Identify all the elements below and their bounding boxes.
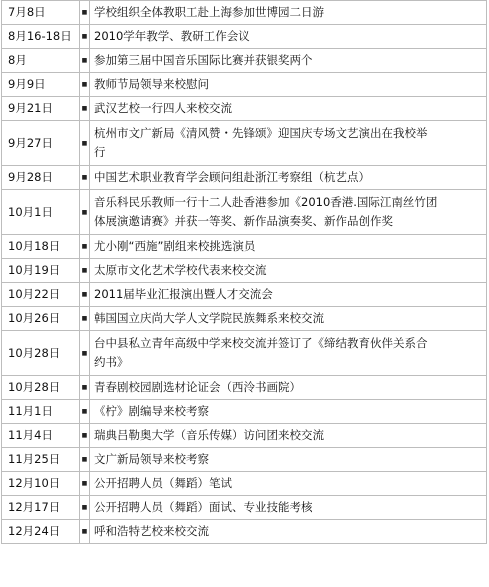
event-description (90, 448, 487, 472)
table-row (2, 424, 487, 448)
table-row (2, 1, 487, 25)
event-description (90, 331, 487, 376)
event-description (90, 400, 487, 424)
table-row (2, 235, 487, 259)
bullet-icon: ■ (80, 97, 90, 121)
table-row (2, 73, 487, 97)
event-description-line: 台中县私立青年高级中学来校交流并签订了《缔结教育伙伴关系合 (94, 336, 428, 350)
event-date: 11月25日 (2, 448, 80, 472)
event-description (90, 235, 487, 259)
event-description-line: 韩国国立庆尚大学人文学院民族舞系来校交流 (94, 311, 324, 325)
bullet-icon: ■ (80, 166, 90, 190)
events-table (1, 0, 487, 544)
event-date: 11月1日 (2, 400, 80, 424)
table-row (2, 283, 487, 307)
event-description (90, 166, 487, 190)
event-date: 10月26日 (2, 307, 80, 331)
events-table-body (2, 1, 487, 544)
bullet-icon: ■ (80, 1, 90, 25)
event-description-line: 杭州市文广新局《清风赞・先锋颂》迎国庆专场文艺演出在我校举 (94, 126, 428, 140)
event-description-line: 参加第三届中国音乐国际比赛并获银奖两个 (94, 53, 313, 67)
event-description-line: 呼和浩特艺校来校交流 (94, 524, 209, 538)
table-row (2, 448, 487, 472)
bullet-icon: ■ (80, 331, 90, 376)
event-description (90, 472, 487, 496)
bullet-icon: ■ (80, 283, 90, 307)
event-description-line: 音乐科民乐教师一行十二人赴香港参加《2010香港.国际江南丝竹团 (94, 195, 438, 209)
bullet-icon: ■ (80, 121, 90, 166)
bullet-icon: ■ (80, 448, 90, 472)
event-description (90, 283, 487, 307)
event-description (90, 73, 487, 97)
bullet-icon: ■ (80, 49, 90, 73)
event-date: 10月18日 (2, 235, 80, 259)
event-date: 8月 (2, 49, 80, 73)
event-date: 7月8日 (2, 1, 80, 25)
table-row (2, 97, 487, 121)
event-description-line: 2011届毕业汇报演出暨人才交流会 (94, 287, 273, 301)
event-description-line: 体展演邀请赛》并获一等奖、新作品演奏奖、新作品创作奖 (94, 214, 393, 228)
event-description (90, 496, 487, 520)
event-description (90, 97, 487, 121)
table-row (2, 259, 487, 283)
event-date: 11月4日 (2, 424, 80, 448)
event-date: 10月28日 (2, 376, 80, 400)
event-description-line: 文广新局领导来校考察 (94, 452, 209, 466)
event-description-line: 公开招聘人员（舞蹈）面试、专业技能考核 (94, 500, 313, 514)
table-row (2, 49, 487, 73)
event-description (90, 520, 487, 544)
bullet-icon: ■ (80, 376, 90, 400)
table-row (2, 121, 487, 166)
event-description (90, 121, 487, 166)
event-description-line: 2010学年教学、教研工作会议 (94, 29, 250, 43)
event-description (90, 190, 487, 235)
event-date: 10月22日 (2, 283, 80, 307)
table-row (2, 166, 487, 190)
bullet-icon: ■ (80, 400, 90, 424)
bullet-icon: ■ (80, 307, 90, 331)
event-date: 9月9日 (2, 73, 80, 97)
event-description-line: 公开招聘人员（舞蹈）笔试 (94, 476, 232, 490)
event-date: 8月16-18日 (2, 25, 80, 49)
bullet-icon: ■ (80, 235, 90, 259)
event-description-line: 学校组织全体教职工赴上海参加世博园二日游 (94, 5, 324, 19)
event-date: 12月10日 (2, 472, 80, 496)
event-description (90, 1, 487, 25)
event-description (90, 49, 487, 73)
event-description (90, 376, 487, 400)
table-row (2, 25, 487, 49)
event-description (90, 259, 487, 283)
bullet-icon: ■ (80, 424, 90, 448)
table-row (2, 400, 487, 424)
event-description-line: 《柠》剧编导来校考察 (94, 404, 209, 418)
event-date: 9月28日 (2, 166, 80, 190)
table-row (2, 307, 487, 331)
bullet-icon: ■ (80, 472, 90, 496)
event-date: 9月21日 (2, 97, 80, 121)
event-description-line: 太原市文化艺术学校代表来校交流 (94, 263, 267, 277)
bullet-icon: ■ (80, 520, 90, 544)
event-description-line: 瑞典吕勒奥大学（音乐传媒）访问团来校交流 (94, 428, 324, 442)
event-date: 12月24日 (2, 520, 80, 544)
table-row (2, 331, 487, 376)
event-description-line: 青春剧校园剧选材论证会（西泠书画院） (94, 380, 301, 394)
event-date: 10月19日 (2, 259, 80, 283)
table-row (2, 520, 487, 544)
event-date: 12月17日 (2, 496, 80, 520)
event-description-line: 行 (94, 145, 106, 159)
table-row (2, 376, 487, 400)
event-description (90, 25, 487, 49)
bullet-icon: ■ (80, 190, 90, 235)
table-row (2, 190, 487, 235)
bullet-icon: ■ (80, 259, 90, 283)
event-description (90, 307, 487, 331)
event-date: 10月1日 (2, 190, 80, 235)
bullet-icon: ■ (80, 73, 90, 97)
event-date: 9月27日 (2, 121, 80, 166)
bullet-icon: ■ (80, 25, 90, 49)
event-description-line: 约书》 (94, 355, 129, 369)
event-description (90, 424, 487, 448)
table-row (2, 472, 487, 496)
bullet-icon: ■ (80, 496, 90, 520)
event-description-line: 教师节局领导来校慰问 (94, 77, 209, 91)
event-description-line: 武汉艺校一行四人来校交流 (94, 101, 232, 115)
event-description-line: 中国艺术职业教育学会顾问组赴浙江考察组（杭艺点） (94, 170, 370, 184)
event-description-line: 尤小刚“西施”剧组来校挑选演员 (94, 239, 256, 253)
event-date: 10月28日 (2, 331, 80, 376)
table-row (2, 496, 487, 520)
